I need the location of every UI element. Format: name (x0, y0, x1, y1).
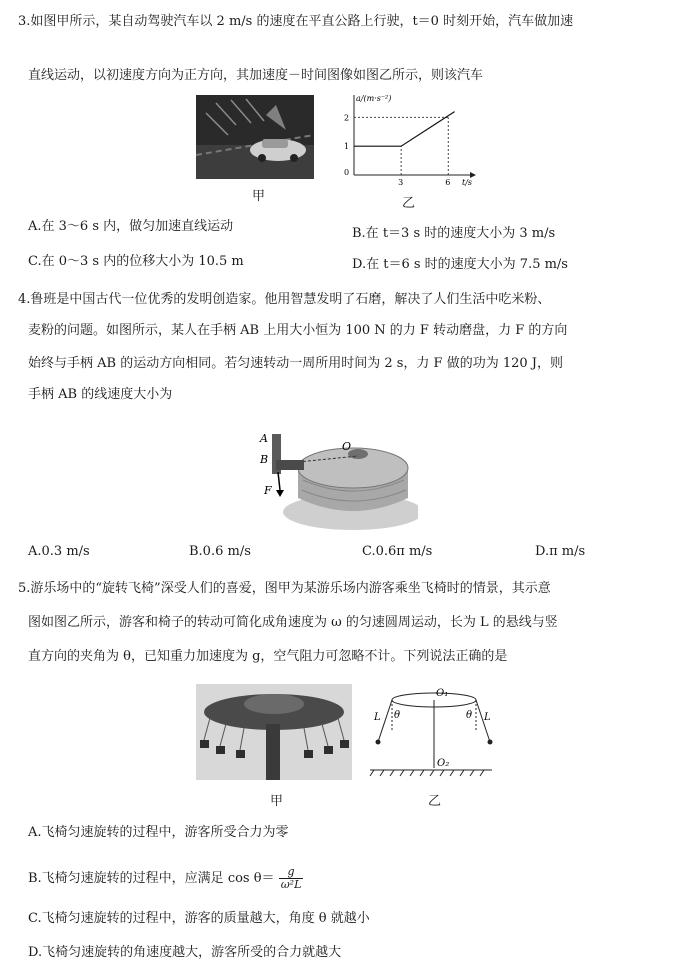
q3-car-photo (196, 95, 314, 179)
q5-option-a[interactable]: A.飞椅匀速旋转的过程中，游客所受合力为零 (28, 825, 289, 840)
y-axis-label: a/(m·s⁻²) (356, 95, 392, 103)
q5-label-theta-left: θ (394, 710, 401, 721)
q4-label-b: B (260, 453, 269, 466)
q3-option-b[interactable]: B.在 t＝3 s 时的速度大小为 3 m/s (352, 226, 556, 241)
q5-option-b-numerator: g (279, 866, 304, 879)
y-tick-label: 2 (344, 113, 350, 123)
q3-fig-jia-caption: 甲 (252, 189, 266, 204)
x-axis-label: t/s (462, 178, 473, 187)
q5-label-l-right: L (484, 712, 491, 723)
q5-stem-line3: 直方向的夹角为 θ，已知重力加速度为 g，空气阻力可忽略不计。下列说法正确的是 (28, 649, 508, 664)
q4-label-a: A (260, 432, 268, 445)
q3-stem-line2: 直线运动，以初速度方向为正方向，其加速度－时间图像如图乙所示，则该汽车 (28, 68, 484, 83)
q5-option-c[interactable]: C.飞椅匀速旋转的过程中，游客的质量越大，角度 θ 就越小 (28, 911, 370, 926)
q4-stem-line4: 手柄 AB 的线速度大小为 (28, 387, 173, 402)
q4-label-f: F (264, 484, 272, 497)
q5-label-o2: O₂ (437, 758, 450, 769)
y-tick-label: 1 (344, 142, 350, 152)
q3-option-a[interactable]: A.在 3～6 s 内，做匀加速直线运动 (28, 219, 234, 234)
q4-option-c[interactable]: C.0.6π m/s (362, 544, 433, 559)
q4-option-a[interactable]: A.0.3 m/s (28, 544, 90, 559)
q3-at-chart (336, 95, 476, 195)
q5-label-o1: O₁ (436, 688, 449, 699)
q4-stem-line2: 麦粉的问题。如图所示，某人在手柄 AB 上用大小恒为 100 N 的力 F 转动磨盘，力 F 的方向 (28, 323, 568, 338)
q5-option-d[interactable]: D.飞椅匀速旋转的角速度越大，游客所受的合力就越大 (28, 945, 342, 960)
q4-stem-line3: 始终与手柄 AB 的运动方向相同。若匀速转动一周所用时间为 2 s，力 F 做的功为 120 J，则 (28, 356, 563, 371)
q5-label-theta-right: θ (466, 710, 473, 721)
series-line (354, 112, 455, 147)
q4-millstone-figure (258, 420, 418, 532)
q4-stem-line1: 4.鲁班是中国古代一位优秀的发明创造家。他用智慧发明了石磨，解决了人们生活中吃米粉、 (18, 292, 551, 307)
q4-option-d[interactable]: D.π m/s (535, 544, 586, 559)
q5-schematic-diagram (366, 684, 496, 784)
q4-label-o: O (342, 440, 352, 453)
q5-option-b-fraction (279, 866, 304, 891)
q5-option-b-text: B.飞椅匀速旋转的过程中，应满足 cos θ＝ (28, 871, 275, 886)
q5-fig-yi-caption: 乙 (428, 794, 442, 809)
q3-fig-yi-caption: 乙 (402, 196, 416, 211)
q5-fig-jia-caption: 甲 (270, 794, 284, 809)
q5-stem-line1: 5.游乐场中的“旋转飞椅”深受人们的喜爱，图甲为某游乐场内游客乘坐飞椅时的情景，其示意 (18, 581, 551, 596)
q5-label-l-left: L (374, 712, 381, 723)
q3-option-d[interactable]: D.在 t＝6 s 时的速度大小为 7.5 m/s (352, 257, 568, 272)
x-tick-label: 3 (398, 178, 404, 187)
x-tick-label: 0 (344, 168, 350, 177)
x-tick-label: 6 (445, 178, 451, 187)
q3-option-c[interactable]: C.在 0～3 s 内的位移大小为 10.5 m (28, 254, 244, 269)
q3-stem-line1: 3.如图甲所示，某自动驾驶汽车以 2 m/s 的速度在平直公路上行驶，t＝0 时刻开始，汽车做加速 (18, 14, 574, 29)
q5-stem-line2: 图如图乙所示，游客和椅子的转动可简化成角速度为 ω 的匀速圆周运动，长为 L 的悬线与竖 (28, 615, 558, 630)
q5-option-b[interactable] (28, 866, 303, 891)
q5-swing-ride-photo (196, 684, 352, 780)
q5-option-b-denominator: ω²L (280, 878, 302, 891)
q4-option-b[interactable]: B.0.6 m/s (189, 544, 251, 559)
